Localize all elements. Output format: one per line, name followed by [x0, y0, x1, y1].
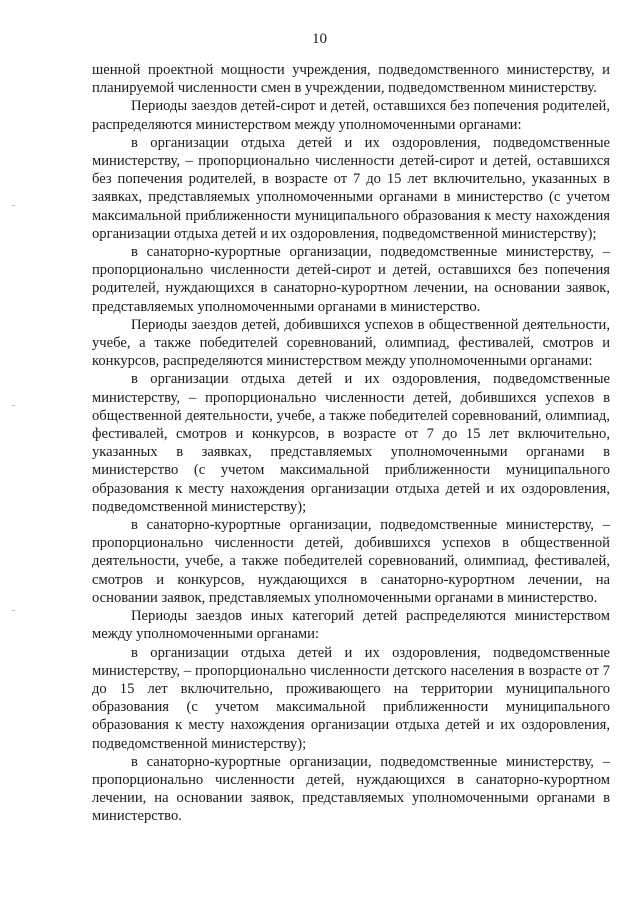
page-number: 10 [312, 31, 327, 47]
paragraph-other-recreation: в организации отдыха детей и их оздоровления, подведомственные министерству, – пропорционально численности детского населения в возрасте от 7 до 15 лет включительно, проживающего на территории муниципального образования (с учетом максимальной приближенности муниципального образования к месту нахождения организации отдыха детей и их оздоровления, подведомственной министерству); [92, 644, 610, 752]
scan-artifact [12, 205, 15, 206]
scan-artifact [12, 610, 15, 611]
paragraph-achievers-periods: Периоды заездов детей, добившихся успехов в общественной деятельности, учебе, а также победителей соревнований, олимпиад, фестивалей, смотров и конкурсов, распределяются министерством между уполномоченными органами: [92, 316, 610, 370]
paragraph-orphans-recreation: в организации отдыха детей и их оздоровления, подведомственные министерству, – пропорционально численности детей-сирот и детей, оставшихся без попечения родителей, в возрасте от 7 до 15 лет включительно, указанных в заявках, представляемых уполномоченными органами в министерство (с учетом максимальной приближенности муниципального образования к месту нахождения организации отдыха детей и их оздоровления, подведомственной министерству); [92, 134, 610, 242]
paragraph-orphans-periods: Периоды заездов детей-сирот и детей, оставшихся без попечения родителей, распределяются министерством между уполномоченными органами: [92, 98, 610, 133]
paragraph-achievers-recreation: в организации отдыха детей и их оздоровления, подведомственные министерству, – пропорционально численности детей, добившихся успехов в общественной деятельности, учебе, а также победителей соревнований, олимпиад, фестивалей, смотров и конкурсов, в возрасте от 7 до 15 лет включительно, указанных в заявках, представляемых уполномоченными органами в министерство (с учетом максимальной приближенности муниципального образования к месту нахождения организации отдыха детей и их оздоровления, подведомственной министерству); [92, 371, 610, 515]
paragraph-other-periods: Периоды заездов иных категорий детей распределяются министерством между уполномоченными органами: [92, 608, 610, 643]
paragraph-orphans-sanatorium: в санаторно-курортные организации, подведомственные министерству, – пропорционально численности детей-сирот и детей, оставшихся без попечения родителей, нуждающихся в санаторно-курортном лечении, на основании заявок, представляемых уполномоченными органами в министерство. [92, 244, 610, 315]
paragraph-continuation: шенной проектной мощности учреждения, подведомственного министерству, и планируемой численности смен в учреждении, подведомственном министерству. [92, 62, 610, 97]
paragraph-other-sanatorium: в санаторно-курортные организации, подведомственные министерству, – пропорционально численности детей, нуждающихся в санаторно-курортном лечении, на основании заявок, представляемых уполномоченными органами в министерство. [92, 753, 610, 825]
document-body [92, 61, 610, 826]
paragraph-achievers-sanatorium: в санаторно-курортные организации, подведомственные министерству, – пропорционально численности детей, добившихся успехов в общественной деятельности, учебе, а также победителей соревнований, олимпиад, фестивалей, смотров и конкурсов, нуждающихся в санаторно-курортном лечении, на основании заявок, представляемых уполномоченными органами в министерство. [92, 517, 610, 606]
scan-artifact [12, 405, 15, 406]
